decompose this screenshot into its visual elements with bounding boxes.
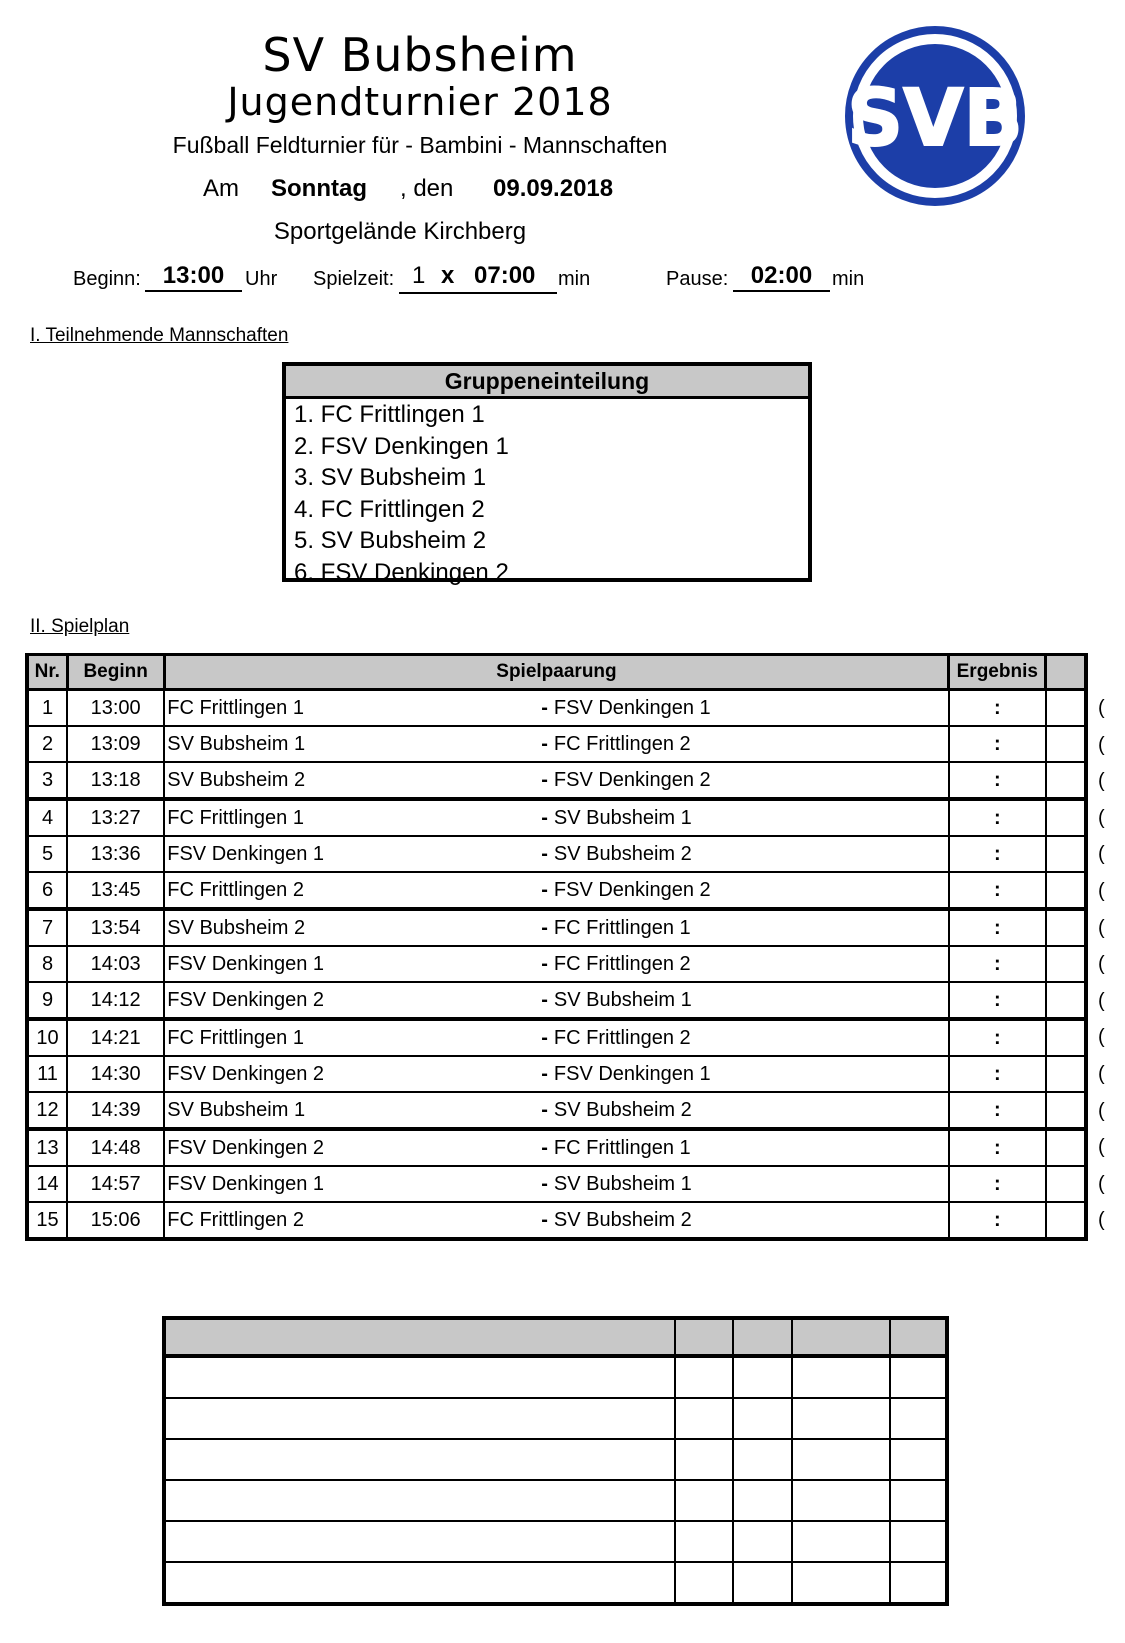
match-number: 12 [27,1092,67,1129]
match-time: 14:21 [67,1019,164,1056]
schedule-row [27,946,1086,982]
group-box [282,362,812,586]
match-extra [1046,946,1086,982]
match-number: 6 [27,872,67,909]
match-time: 14:03 [67,946,164,982]
home-team: SV Bubsheim 1 [167,732,306,755]
club-logo [844,25,1026,207]
group-team: 4. FC Frittlingen 2 [294,495,485,523]
date-value: 09.09.2018 [493,175,614,202]
standings-cell [675,1480,733,1521]
spielzeit-value: 07:00 [474,262,536,289]
schedule-header [27,655,1086,690]
match-extra [1046,1129,1086,1166]
match-time: 14:57 [67,1166,164,1202]
match-extra [1046,1166,1086,1202]
day-value: Sonntag [271,175,367,202]
match-result: : [949,836,1046,872]
clipped-text: ( [1098,880,1105,902]
home-team: FC Frittlingen 2 [167,878,304,901]
standings-cell [890,1356,947,1398]
match-time: 14:30 [67,1056,164,1092]
schedule-row [27,726,1086,762]
match-extra [1046,762,1086,799]
standings-header [164,1318,947,1356]
pairing-dash: - [541,1063,548,1085]
away-team: FSV Denkingen 1 [553,697,711,719]
match-extra [1046,1202,1086,1239]
match-result: : [949,946,1046,982]
standings-header-cell [890,1318,947,1356]
standings-cell [733,1562,791,1604]
spielzeit-count: 1 [412,262,426,289]
away-team-wrap [541,1093,692,1127]
pairing-dash: - [541,1027,548,1049]
pairing-dash: - [541,989,548,1011]
away-team: SV Bubsheim 2 [553,1099,692,1121]
pairing-dash: - [541,917,548,939]
match-pairing [164,726,948,762]
standings-row [164,1439,947,1480]
match-number: 3 [27,762,67,799]
pause-label: Pause: [666,268,729,290]
match-time: 13:18 [67,762,164,799]
header-nr: Nr. [27,655,67,690]
home-team: FSV Denkingen 2 [167,1062,324,1085]
match-number: 13 [27,1129,67,1166]
standings-cell [792,1439,890,1480]
match-result: : [949,872,1046,909]
standings-header-cell [675,1318,733,1356]
match-pairing [164,1129,948,1166]
pairing-dash: - [541,879,548,901]
schedule-row [27,690,1086,727]
group-team: 3. SV Bubsheim 1 [294,464,487,491]
match-time: 13:45 [67,872,164,909]
away-team: FC Frittlingen 1 [553,1137,691,1159]
tournament-subtitle: Fußball Feldturnier für - Bambini - Mannschaften [172,132,668,158]
spielzeit-label: Spielzeit: [313,268,395,290]
away-team: SV Bubsheim 2 [553,1209,692,1231]
home-team: SV Bubsheim 2 [167,916,306,939]
standings-cell [890,1480,947,1521]
group-box-title: Gruppeneinteilung [286,366,808,399]
away-team: FSV Denkingen 2 [553,879,711,901]
home-team: FSV Denkingen 1 [167,952,324,975]
match-extra [1046,690,1086,727]
match-number: 7 [27,909,67,946]
away-team-wrap [541,763,710,797]
section-plan: II. Spielplan [30,616,130,637]
match-pairing [164,799,948,836]
away-team: SV Bubsheim 1 [553,807,692,829]
clipped-text: ( [1098,916,1105,939]
match-extra [1046,1056,1086,1092]
pause-value: 02:00 [733,262,830,292]
clipped-text: ( [1098,770,1105,793]
away-team-wrap [541,1057,710,1091]
home-team: SV Bubsheim 2 [167,768,306,791]
standings-cell [164,1480,675,1521]
clipped-text: ( [1098,989,1105,1012]
beginn-unit: Uhr [245,268,278,290]
standings-cell [890,1562,947,1604]
club-title: SV Bubsheim [262,28,578,82]
standings-cell [675,1356,733,1398]
logo-text: SVB [847,74,1023,164]
header-beginn: Beginn [67,655,164,690]
clipped-text: ( [1098,733,1105,756]
clipped-text: ( [1098,806,1105,829]
standings-cell [164,1398,675,1439]
standings-cell [675,1439,733,1480]
match-pairing [164,946,948,982]
clipped-text: ( [1098,953,1105,976]
match-time: 14:12 [67,982,164,1019]
standings-header-cell [792,1318,890,1356]
match-pairing [164,762,948,799]
away-team-wrap [541,1131,690,1165]
schedule-table [25,653,1088,1241]
match-extra [1046,836,1086,872]
standings-cell [675,1521,733,1562]
standings-cell [164,1356,675,1398]
away-team: SV Bubsheim 1 [553,1173,692,1195]
standings-cell [675,1562,733,1604]
away-team: FC Frittlingen 1 [553,917,691,939]
standings-row [164,1521,947,1562]
away-team: SV Bubsheim 2 [553,843,692,865]
standings-cell [890,1439,947,1480]
standings-row [164,1562,947,1604]
match-result: : [949,1129,1046,1166]
beginn-value: 13:00 [145,262,242,292]
away-team-wrap [541,1167,692,1201]
schedule-row [27,1166,1086,1202]
away-team-wrap [541,911,690,945]
pairing-dash: - [541,1137,548,1159]
clipped-text: ( [1098,1026,1105,1049]
spielzeit-field [399,262,557,294]
venue: Sportgelände Kirchberg [273,218,527,245]
group-team: 6. FSV Denkingen 2 [294,558,509,586]
match-pairing [164,982,948,1019]
schedule-row [27,799,1086,836]
away-team-wrap [541,1203,692,1237]
match-pairing [164,1092,948,1129]
standings-table [162,1316,949,1606]
match-pairing [164,1019,948,1056]
clipped-text: ( [1098,1099,1105,1122]
group-team: 2. FSV Denkingen 1 [294,432,509,460]
match-time: 13:09 [67,726,164,762]
standings-cell [733,1480,791,1521]
match-result: : [949,1092,1046,1129]
away-team: FC Frittlingen 2 [553,1027,691,1049]
match-number: 4 [27,799,67,836]
match-number: 9 [27,982,67,1019]
standings-cell [792,1562,890,1604]
pairing-dash: - [541,1209,548,1231]
tournament-title: Jugendturnier 2018 [227,80,613,124]
standings-header-cell [164,1318,675,1356]
standings-cell [733,1356,791,1398]
spielzeit-x: x [441,262,455,289]
standings-row [164,1480,947,1521]
group-team: 1. FC Frittlingen 1 [294,401,485,428]
standings-cell [164,1439,675,1480]
pairing-dash: - [541,1099,548,1121]
away-team-wrap [541,1021,690,1055]
match-extra [1046,982,1086,1019]
home-team: FC Frittlingen 1 [167,806,304,829]
match-result: : [949,799,1046,836]
home-team: FC Frittlingen 1 [167,696,304,719]
away-team-wrap [541,691,710,725]
standings-cell [792,1521,890,1562]
schedule-row [27,1202,1086,1239]
standings-header-cell [733,1318,791,1356]
home-team: FSV Denkingen 1 [167,1172,324,1195]
away-team-wrap [541,837,692,871]
standings-cell [792,1398,890,1439]
match-result: : [949,1202,1046,1239]
match-result: : [949,690,1046,727]
clipped-text: ( [1098,697,1105,719]
standings-cell [675,1398,733,1439]
away-team-wrap [541,983,692,1017]
pairing-dash: - [541,733,548,755]
match-number: 11 [27,1056,67,1092]
schedule-row [27,836,1086,872]
match-extra [1046,1019,1086,1056]
clipped-text: ( [1098,843,1105,866]
match-pairing [164,872,948,909]
match-number: 8 [27,946,67,982]
standings-cell [164,1562,675,1604]
match-time: 13:36 [67,836,164,872]
away-team-wrap [541,873,710,907]
schedule-row [27,1092,1086,1129]
match-time: 15:06 [67,1202,164,1239]
match-result: : [949,909,1046,946]
group-team: 5. SV Bubsheim 2 [294,527,487,554]
home-team: FC Frittlingen 2 [167,1208,304,1231]
clipped-text: ( [1098,1136,1105,1159]
clipped-text: ( [1098,1209,1105,1232]
away-team: FSV Denkingen 2 [553,769,711,791]
match-pairing [164,1166,948,1202]
header-pairing: Spielpaarung [164,655,948,690]
schedule-row [27,1019,1086,1056]
pairing-dash: - [541,769,548,791]
away-team-wrap [541,947,690,981]
match-result: : [949,1056,1046,1092]
pause-unit: min [832,268,865,290]
home-team: FC Frittlingen 1 [167,1026,304,1049]
away-team: FC Frittlingen 2 [553,953,691,975]
match-time: 13:00 [67,690,164,727]
match-extra [1046,1092,1086,1129]
match-time: 13:27 [67,799,164,836]
pairing-dash: - [541,697,548,719]
clipped-text: ( [1098,1063,1105,1085]
schedule-row [27,909,1086,946]
standings-cell [890,1521,947,1562]
standings-row [164,1398,947,1439]
match-time: 13:54 [67,909,164,946]
schedule-row [27,1129,1086,1166]
match-result: : [949,1166,1046,1202]
match-extra [1046,799,1086,836]
den-label: , den [400,175,454,202]
away-team-wrap [541,727,690,761]
am-label: Am [203,175,239,202]
match-number: 5 [27,836,67,872]
beginn-label: Beginn: [73,268,141,290]
standings-cell [164,1521,675,1562]
standings-cell [890,1398,947,1439]
pairing-dash: - [541,1173,548,1195]
match-result: : [949,726,1046,762]
standings-cell [733,1521,791,1562]
match-result: : [949,762,1046,799]
spielzeit-unit: min [558,268,591,290]
match-number: 1 [27,690,67,727]
match-number: 2 [27,726,67,762]
home-team: SV Bubsheim 1 [167,1098,306,1121]
standings-row [164,1356,947,1398]
away-team: FC Frittlingen 2 [553,733,691,755]
schedule-row [27,872,1086,909]
match-result: : [949,1019,1046,1056]
header-extra [1046,655,1086,690]
match-pairing [164,909,948,946]
schedule-row [27,762,1086,799]
match-number: 15 [27,1202,67,1239]
match-time: 14:48 [67,1129,164,1166]
clipped-text: ( [1098,1172,1105,1195]
standings-cell [733,1439,791,1480]
pairing-dash: - [541,843,548,865]
schedule-row [27,982,1086,1019]
home-team: FSV Denkingen 1 [167,842,324,865]
away-team: SV Bubsheim 1 [553,989,692,1011]
home-team: FSV Denkingen 2 [167,988,324,1011]
header-result: Ergebnis [949,655,1046,690]
home-team: FSV Denkingen 2 [167,1136,324,1159]
match-pairing [164,690,948,727]
match-result: : [949,982,1046,1019]
standings-cell [792,1480,890,1521]
away-team: FSV Denkingen 1 [553,1063,711,1085]
pairing-dash: - [541,953,548,975]
section-teams: I. Teilnehmende Mannschaften [30,325,289,346]
schedule-row [27,1056,1086,1092]
match-number: 14 [27,1166,67,1202]
match-extra [1046,872,1086,909]
match-extra [1046,726,1086,762]
match-extra [1046,909,1086,946]
match-pairing [164,1056,948,1092]
match-pairing [164,1202,948,1239]
standings-cell [733,1398,791,1439]
match-pairing [164,836,948,872]
match-number: 10 [27,1019,67,1056]
standings-cell [792,1356,890,1398]
pairing-dash: - [541,807,548,829]
away-team-wrap [541,801,692,835]
match-time: 14:39 [67,1092,164,1129]
